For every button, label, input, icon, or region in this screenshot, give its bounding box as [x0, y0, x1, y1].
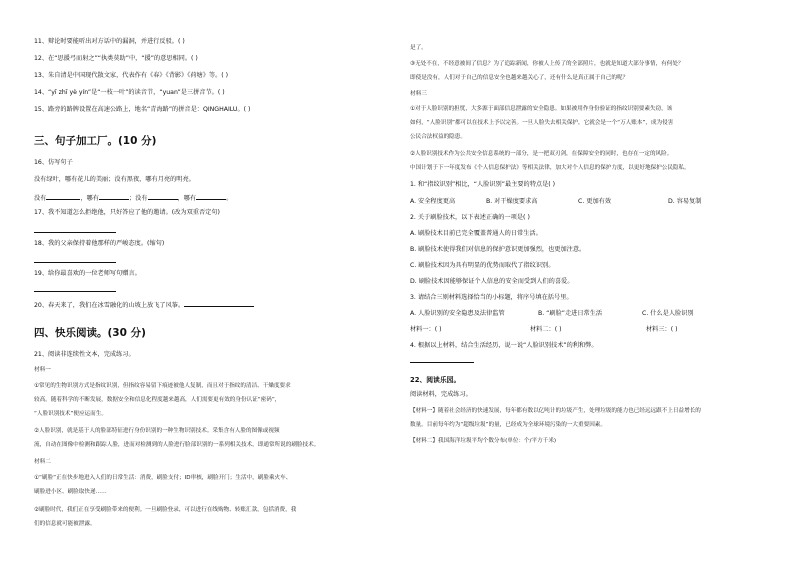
- material-1-p2: ②人脸识别，就是基于人的脸部特征进行身份识别的一种生物识别技术。采集含有人脸的图像或视频: [34, 428, 280, 434]
- question-20: 20、春天来了，我们在冰雪融化的山坡上放飞了风筝。: [34, 300, 254, 310]
- q2-option-c[interactable]: C. 刷脸技术因为具有明显的优势而取代了指纹识别。: [410, 262, 555, 269]
- material-3-p1c: 公民合法权益的隐患。: [410, 134, 466, 140]
- sub-question-2: 2. 关于刷脸技术，以下表述正确的一项是( ): [410, 214, 530, 221]
- material-1-p1c: “人脸识别技术”便应运而生。: [34, 411, 107, 417]
- question-16-label: 16、仿写句子: [34, 159, 73, 166]
- material-3-p2: ②人脸识别技术作为公共安全信息系统的一部分，是一把双刃剑，在保障安全的同时，也存在一定的风险。: [410, 151, 673, 157]
- material-3-p1b: 如何，“人脸识别”都可以在技术上予以完善。一旦人脸失去相关保护，它就会是一个“万人账本”，成为侵害: [410, 120, 674, 126]
- material-2-p1: ①“刷脸”正在快步地进入人们的日常生活：消费，刷脸支付；ID审核，刷脸开门；生活中，刷脸乘火车、: [34, 475, 292, 481]
- answer-line-19[interactable]: [34, 291, 116, 292]
- material-1-p2b: 流，自动在图像中检测和跟踪人脸，进而对检测到的人脸进行脸部识别的一系列相关技术，即通常所说的刷脸技术。: [34, 442, 320, 448]
- q3-option-b: B. “刷脸”走进日常生活: [538, 310, 603, 317]
- question-22-intro: 阅读材料，完成练习。: [410, 391, 472, 398]
- material-3-p2b: 中国计划于下一年度发布《个人信息保护法》等相关法律，加大对个人信息的保护力度，以更好地保护公民隐私。: [410, 165, 690, 171]
- question-14: 14、“yī zhī yè yín”是“一枝一叶”的读音节，“yuan”是三拼音节。( ): [34, 89, 225, 96]
- material-1-p1b: 较高。随着科学的不断发展，数据安全和信息化程度越来越高，人们需要更有效的身份认证“密码”，: [34, 397, 281, 403]
- question-11: 11、辩论时要能听出对方话中的漏洞，并进行反驳。( ): [34, 38, 185, 45]
- material-2-p2b: 们的信息就可能被泄露。: [34, 521, 96, 527]
- question-18: 18、我的父亲保持着他那样的严峻态度。(缩句): [34, 240, 165, 247]
- material-2-label: 材料二: [34, 459, 51, 465]
- sub-question-1: 1. 和“指纹识别”相比，“人脸识别”最主要的特点是( ): [410, 181, 556, 188]
- q3-option-c: C. 什么是人脸识别: [642, 310, 694, 317]
- q1-option-c[interactable]: C. 更加有效: [578, 198, 612, 205]
- material-a-2: 数量。目前每年约为“超级垃圾”的量，已经成为全球环境污染的一大重要因素。: [410, 422, 606, 428]
- q3-fill-2[interactable]: 材料二：( ): [530, 326, 562, 333]
- sub-question-3: 3. 请结合三则材料选择恰当的小标题，将序号填在括号里。: [410, 294, 573, 301]
- answer-line-17[interactable]: [34, 232, 116, 233]
- question-16-example: 没有绿叶，哪有花儿的美丽；没有黑夜，哪有月亮的明亮。: [34, 176, 195, 183]
- material-2-p3b: 即使是没有，人们对于自己的信息安全也越来越关心了，还有什么是真正属于自己的呢？: [410, 75, 629, 81]
- answer-line-q4[interactable]: [410, 362, 474, 363]
- q3-fill-3[interactable]: 材料三：( ): [646, 326, 678, 333]
- answer-line-18[interactable]: [34, 262, 116, 263]
- question-21: 21、阅读非连续性文本，完成练习。: [34, 351, 135, 358]
- q2-option-d[interactable]: D. 刷脸技术因能够保证个人信息的安全而受到人们的喜爱。: [410, 278, 574, 285]
- sub-question-4: 4. 根据以上材料，结合生活经历，说一说“人脸识别技术”的利和弊。: [410, 342, 598, 349]
- question-12: 12、在“思援弓而射之”“执类莫助”中，“援”的意思相同。( ): [34, 55, 198, 62]
- question-22: 22、阅读乐园。: [410, 376, 461, 384]
- section-4-heading: 四、快乐阅读。(30 分): [34, 327, 146, 339]
- material-3-p1: ①对于人脸识别的担忧，大多源于面部信息泄露的安全隐患。如果被用作身份验证的指纹识别要素失窃，该: [410, 106, 673, 112]
- material-2-p3: ③无处不在，不经意被间了信息？为了追踪新闻，你被人上传了的全部照片，也就是知道大部分事情，有何处？: [410, 61, 684, 67]
- material-2-continued: 是了。: [410, 45, 427, 51]
- material-1-p1: ①常见的生物识别方式是指纹识别，但指纹容易留下痕迹被他人复制，而且对于指纹的清洁、干燥度要求: [34, 383, 291, 389]
- q1-option-d[interactable]: D. 容易复制: [668, 198, 702, 205]
- material-2-p2: ②刷脸时代，我们正在享受刷脸带来的便利。一旦刷脸登录，可以进行在线购物、转账汇款，包括消费，我: [34, 507, 297, 513]
- question-13: 13、朱自清是中国现代散文家，代表作有《春》《背影》《荷塘》等。( ): [34, 72, 229, 79]
- question-17: 17、我不知道怎么拒绝他，只好答应了他的邀请。(改为双重否定句): [34, 209, 220, 216]
- question-16-blanks: 没有 ，哪有 ；没有 ，哪有 。: [34, 195, 233, 202]
- q2-option-b[interactable]: B. 刷脸技术使得我们对信息的保护意识更加强烈，也更加注意。: [410, 246, 586, 253]
- q3-option-a: A. 人脸识别的安全隐患及法律监管: [410, 310, 505, 317]
- material-1-label: 材料一: [34, 367, 51, 373]
- material-b: 【材料二】我国海洋垃圾平均个数分布(单位：个/平方千米): [410, 438, 557, 444]
- q1-option-b[interactable]: B. 对干燥度要求高: [486, 198, 538, 205]
- q3-fill-1[interactable]: 材料一：( ): [410, 326, 442, 333]
- material-2-p1b: 刷脸进小区、刷脸取快递……: [34, 489, 107, 495]
- material-a: 【材料一】随着社会经济的快速发展，每年都有数以亿吨计的垃圾产生，处理垃圾的能力也已经远远跟不上日益增长的: [410, 408, 701, 414]
- question-19: 19、给你最喜欢的一位老师写句赠言。: [34, 270, 141, 277]
- q1-option-a[interactable]: A. 安全程度更高: [410, 198, 456, 205]
- q2-option-a[interactable]: A. 刷脸技术目前已完全覆盖普通人的日常生活。: [410, 230, 542, 237]
- question-15: 15、路旁的路牌设置在高速公路上，地名“青海路”的拼音是：QINGHAILU。( ): [34, 106, 251, 113]
- material-3-label: 材料三: [410, 91, 427, 97]
- section-3-heading: 三、句子加工厂。(10 分): [34, 135, 157, 147]
